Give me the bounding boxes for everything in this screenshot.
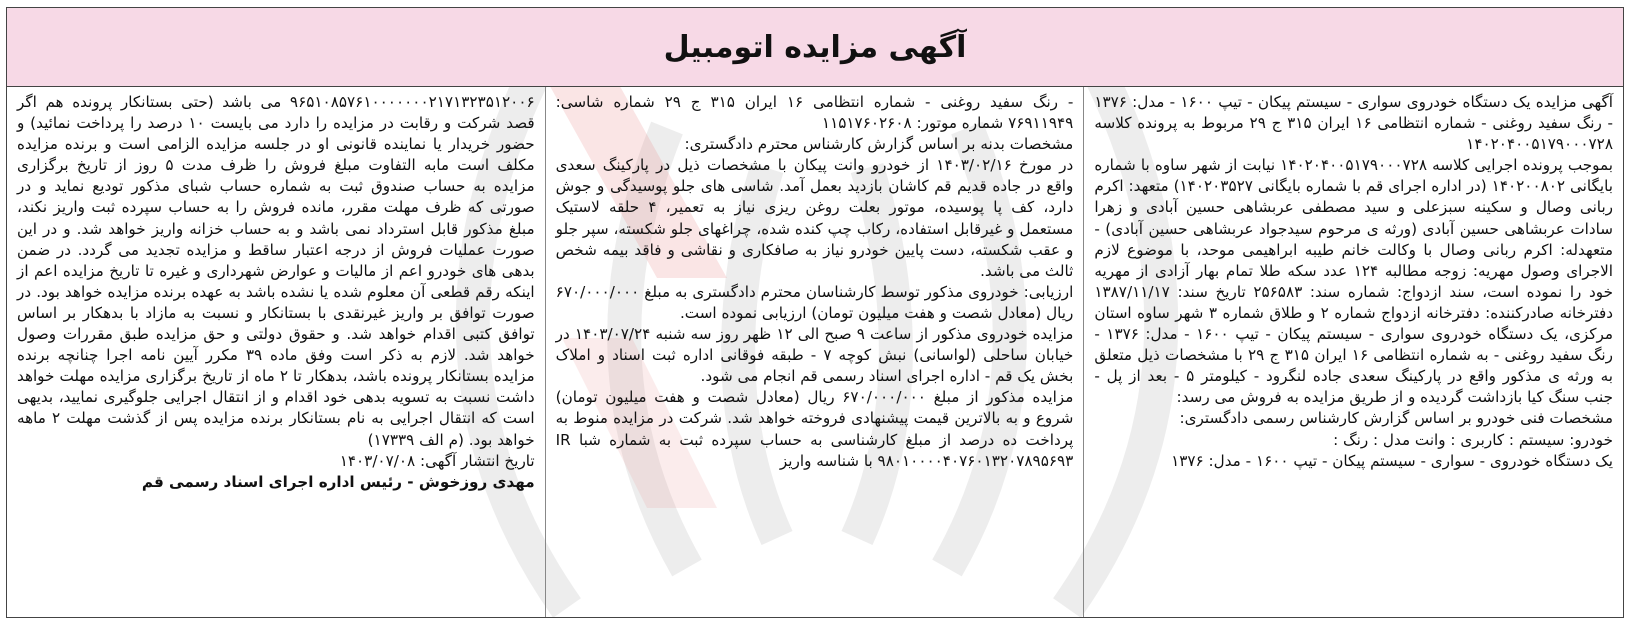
column-left [7,87,546,617]
page-title: آگهی مزایده اتومبیل [663,29,967,65]
paragraph: آگهی مزایده یک دستگاه خودروی سواری - سیستم پیکان - تیپ ۱۶۰۰ - مدل: ۱۳۷۶ - رنگ سفید روغنی - شماره انتظامی ۱۶ ایران ۳۱۵ ج ۲۹ مربوط به پرونده کلاسه ۱۴۰۲۰۴۰۰۵۱۷۹۰۰۰۷۲۸ [1094,93,1614,154]
title-bar [7,8,1623,87]
column-right [1084,87,1623,617]
paragraph: مزایده خودروی مذکور از ساعت ۹ صبح الی ۱۲ ظهر روز سه شنبه ۱۴۰۳/۰۷/۲۴ در خیابان ساحلی (لواسانی) نبش کوچه ۷ - طبقه فوقانی اداره ثبت اسناد و املاک بخش یک قم - اداره اجرای اسناد رسمی قم انجام می شود. [555,325,1074,386]
paragraph: در مورخ ۱۴۰۳/۰۲/۱۶ از خودرو وانت پیکان با مشخصات ذیل در پارکینگ سعدی واقع در جاده قدیم قم کاشان بازدید بعمل آمد. شاسی های جلو پوسیدگی و جوش دارد، کف پا پوسیده، موتور بعلت روغن ریزی نیاز به تعمیر، ۴ حلقه لاستیک مستعمل و غیرقابل استفاده، رکاب چپ کنده شده، چراغهای جلو شکسته، سپر جلو و عقب شکسته، دست پایین خودرو نیاز به صافکاری و نقاشی و فاقد بیمه شخص ثالث می باشد. [555,156,1074,280]
paragraph: بموجب پرونده اجرایی کلاسه ۱۴۰۲۰۴۰۰۵۱۷۹۰۰۰۷۲۸ نیابت از شهر ساوه با شماره بایگانی ۱۴۰۲۰۰۸۰۲ (در اداره اجرای قم با شماره بایگانی ۱۴۰۲۰۳۵۲۷) متعهد: اکرم ربانی وصال و سکینه سبزعلی و سید مصطفی عربشاهی حسین آبادی و زهرا سادات عربشاهی حسین آبادی (ورثه ی مرحوم سیدجواد عربشاهی حسین آبادی) - متعهدله: اکرم ربانی وصال با وکالت خانم طیبه ابراهیمی موحد، با موضوع لازم الاجرای وصول مهریه: زوجه مطالبه ۱۲۴ عدد سکه طلا تمام بهار آزادی از مهریه خود را نموده است، سند ازدواج: شماره سند: ۲۵۶۵۸۳ تاریخ سند: ۱۳۸۷/۱۱/۱۷ دفترخانه صادرکننده: دفترخانه ازدواج شماره ۲ و طلاق شماره ۳ شهر ساوه استان مرکزی، یک دستگاه خودروی سواری - سیستم پیکان - تیپ ۱۶۰۰ - مدل: ۱۳۷۶ - رنگ سفید روغنی - به شماره انتظامی ۱۶ ایران ۳۱۵ ج ۲۹ با مشخصات ذیل متعلق به ورثه ی مذکور واقع در پارکینگ سعدی جاده لنگرود - کیلومتر ۵ - بعد از پل - جنب سنگ کیا بازداشت گردیده و از طریق مزایده به فروش می رسد: [1094,156,1614,407]
paragraph: مزایده مذکور از مبلغ ۶۷۰/۰۰۰/۰۰۰ ریال (معادل شصت و هفت میلیون تومان) شروع و به بالاترین قیمت پیشنهادی فروخته خواهد شد. شرکت در مزایده منوط به پرداخت ده درصد از مبلغ کارشناسی به حساب سپرده ثبت به شماره شبا IR ۹۸۰۱۰۰۰۰۴۰۷۶۰۱۳۲۰۷۸۹۵۶۹۳ با شناسه واریز [555,388,1074,470]
paragraph: خودرو: سیستم : کاربری : وانت مدل : رنگ : [1333,430,1613,449]
paragraph: یک دستگاه خودروی - سواری - سیستم پیکان - تیپ ۱۶۰۰ - مدل: ۱۳۷۶ [1171,451,1613,470]
columns [7,87,1623,617]
paragraph: - رنگ سفید روغنی - شماره انتظامی ۱۶ ایران ۳۱۵ ج ۲۹ شماره شاسی: ۷۶۹۱۱۹۴۹ شماره موتور: ۱۱۵۱۷۶۰۲۶۰۸ [555,93,1074,133]
publish-date: تاریخ انتشار آگهی: ۱۴۰۳/۰۷/۰۸ [339,451,535,470]
notice-box [6,7,1624,618]
signature: مهدی روزخوش - رئیس اداره اجرای اسناد رسمی قم [141,472,535,491]
paragraph: مشخصات فنی خودرو بر اساس گزارش کارشناس رسمی دادگستری: [1179,409,1613,428]
column-middle [546,87,1085,617]
paragraph: مشخصات بدنه بر اساس گزارش کارشناس محترم دادگستری: [684,135,1074,154]
paragraph: ۹۶۵۱۰۸۵۷۶۱۰۰۰۰۰۰۰۲۱۷۱۳۲۳۵۱۲۰۰۶ می باشد (حتی بستانکار پرونده هم اگر قصد شرکت و رقابت در مزایده را دارد می بایست ۱۰ درصد را پرداخت نمائید) و حضور خریدار یا نماینده قانونی او در جلسه مزایده الزامی است و برنده مزایده مکلف است مابه التفاوت مبلغ فروش را ظرف مدت ۵ روز از تاریخ برگزاری مزایده به حساب صندوق ثبت به شماره حساب شبای مذکور تودیع نماید و در صورتی که ظرف مهلت مقرر، مانده فروش را به حساب سپرده ثبت واریز نکند، مبلغ مذکور قابل استرداد نمی باشد و به حساب خزانه واریز خواهد شد. و در این صورت عملیات فروش از درجه اعتبار ساقط و مزایده تجدید می گردد. در ضمن بدهی های خودرو اعم از مالیات و عوارض شهرداری و غیره تا تاریخ مزایده اعم از اینکه رقم قطعی آن معلوم شده یا نشده باشد به عهده برنده مزایده خواهد بود. در صورت توافق بر واریز غیرنقدی با بستانکار و نسبت به مازاد با بدهکار بر اساس توافق کتبی اقدام خواهد شد. و حقوق دولتی و حق مزایده طبق مقررات وصول خواهد شد. لازم به ذکر است وفق ماده ۳۹ مکرر آیین نامه اجرا چنانچه برنده مزایده بستانکار پرونده باشد، بدهکار تا ۲ ماه از تاریخ برگزاری مزایده مهلت خواهد داشت نسبت به تسویه بدهی خود اقدام و از انتقال اجرایی جلوگیری نمایید، بدیهی است که انتقال اجرایی به نام بستانکار برنده مزایده پس از گذشت مهلت ۲ ماهه خواهد بود. (م الف ۱۷۳۳۹) [16,93,535,449]
paragraph: ارزیابی: خودروی مذکور توسط کارشناسان محترم دادگستری به مبلغ ۶۷۰/۰۰۰/۰۰۰ ریال (معادل شصت و هفت میلیون تومان) ارزیابی نموده است. [555,282,1074,322]
